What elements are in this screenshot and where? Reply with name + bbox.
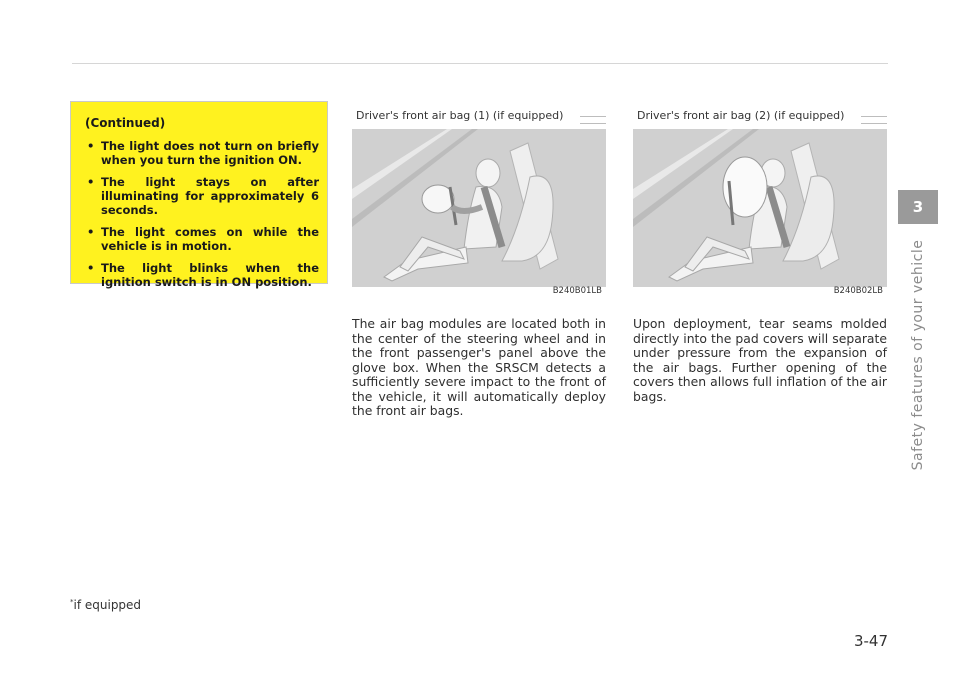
footnote xyxy=(70,598,141,612)
figure-code: B240B02LB xyxy=(833,286,883,296)
chapter-title: Safety features of your vehicle xyxy=(910,239,926,471)
body-paragraph-right: Upon deployment, tear seams molded directly into the pad covers will separate under pressure from the expansion of the air bags. Further opening of the covers then allows full inflation of the air bags. xyxy=(633,316,887,404)
airbag-illustration xyxy=(633,129,887,287)
body-paragraph-left: The air bag modules are located both in the center of the steering wheel and in the front passenger's panel above the glove box. When the SRSCM detects a sufficiently severe impact to the front of the vehicle, it will automatically deploy the front air bags. xyxy=(352,316,606,418)
caption-rule xyxy=(580,116,606,124)
airbag-illustration xyxy=(352,129,606,287)
caption-rule xyxy=(861,116,887,124)
warning-box xyxy=(70,101,328,289)
figure-caption-bar xyxy=(352,107,606,129)
footnote-mark: * xyxy=(70,598,74,606)
warning-item: • The light does not turn on briefly when you turn the ignition ON. xyxy=(87,139,319,167)
warning-item: • The light blinks when the ignition switch is in ON position. xyxy=(87,261,319,289)
warning-item: • The light comes on while the vehicle is in motion. xyxy=(87,225,319,253)
footnote-text: if equipped xyxy=(73,598,142,612)
bullet: • xyxy=(87,261,95,275)
bullet: • xyxy=(87,225,95,239)
figure-caption-bar xyxy=(633,107,887,129)
warning-list xyxy=(85,139,319,289)
page-number: 3-47 xyxy=(853,632,888,650)
bullet: • xyxy=(87,175,95,189)
figure-airbag-2 xyxy=(633,107,887,298)
figure-code: B240B01LB xyxy=(552,286,602,296)
chapter-tab xyxy=(898,190,938,224)
figure-caption: Driver's front air bag (1) (if equipped) xyxy=(356,109,569,122)
chapter-number: 3 xyxy=(912,198,924,216)
warning-item: • The light stays on after illuminating for approximately 6 seconds. xyxy=(87,175,319,217)
bullet: • xyxy=(87,139,95,153)
warning-title: (Continued) xyxy=(85,116,166,130)
top-divider xyxy=(72,63,888,64)
figure-airbag-1 xyxy=(352,107,606,298)
figure-caption: Driver's front air bag (2) (if equipped) xyxy=(637,109,850,122)
